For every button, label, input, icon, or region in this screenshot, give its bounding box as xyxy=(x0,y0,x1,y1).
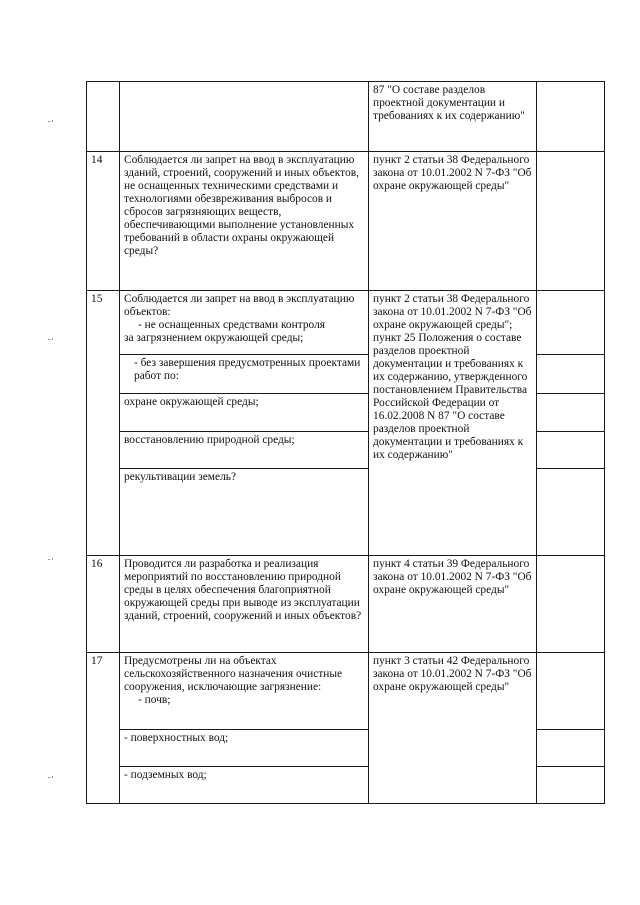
note-cell xyxy=(537,469,605,556)
question-subcell: восстановлению природной среды; xyxy=(120,432,369,469)
question-cell xyxy=(120,653,369,730)
question-subitem-cont: за загрязнением окружающей среды; xyxy=(124,332,304,344)
question-cell: Соблюдается ли запрет на ввод в эксплуатацию зданий, строений, сооружений и иных объектов, не оснащенных техническими средствами и технологиями обезвреживания выбросов и сбросов загрязняющих веществ, обеспечивающими выполнение установленных требований в области охраны окружающей среды? xyxy=(120,152,369,291)
scan-mark xyxy=(48,338,54,341)
note-cell xyxy=(537,432,605,469)
legal-reference-cell: 87 "О составе разделов проектной документации и требованиях к их содержанию" xyxy=(369,82,537,152)
note-cell xyxy=(537,556,605,653)
question-subcell xyxy=(120,355,369,394)
question-intro: Предусмотрены ли на объектах сельскохозяйственного назначения очистные сооружения, исключающие загрязнение: xyxy=(124,655,343,693)
question-cell: Проводится ли разработка и реализация мероприятий по восстановлению природной среды в целях обеспечения благоприятной окружающей среды при выводе из эксплуатации зданий, строений, сооружений и иных объектов? xyxy=(120,556,369,653)
question-subcell: - подземных вод; xyxy=(120,767,369,804)
question-subcell: - поверхностных вод; xyxy=(120,730,369,767)
row-number: 17 xyxy=(87,653,120,804)
legal-reference-cell: пункт 2 статьи 38 Федерального закона от 10.01.2002 N 7-ФЗ "Об охране окружающей среды" xyxy=(369,152,537,291)
table-row xyxy=(87,82,605,152)
row-number: 14 xyxy=(87,152,120,291)
note-cell xyxy=(537,355,605,394)
table-row xyxy=(87,556,605,653)
row-number: 16 xyxy=(87,556,120,653)
question-subitem: - без завершения предусмотренных проектами работ по: xyxy=(134,357,361,382)
row-number xyxy=(87,82,120,152)
question-subitem: - не оснащенных средствами контроля xyxy=(138,319,325,331)
checklist-table xyxy=(86,81,605,804)
note-cell xyxy=(537,152,605,291)
row-number: 15 xyxy=(87,291,120,556)
table-row xyxy=(87,291,605,355)
question-subitem: - почв; xyxy=(138,694,171,706)
legal-reference-cell: пункт 2 статьи 38 Федерального закона от 10.01.2002 N 7-ФЗ "Об охране окружающей среды"; пункт 25 Положения о составе разделов проектной документации и требованиях к их содержанию, утвержденного постановлением Правительства Российской Федерации от 16.02.2008 N 87 "О составе разделов проектной документации и требованиях к их содержанию" xyxy=(369,291,537,556)
note-cell xyxy=(537,767,605,804)
question-subcell: охране окружающей среды; xyxy=(120,394,369,432)
legal-reference-cell: пункт 4 статьи 39 Федерального закона от 10.01.2002 N 7-ФЗ "Об охране окружающей среды" xyxy=(369,556,537,653)
note-cell xyxy=(537,82,605,152)
question-intro: Соблюдается ли запрет на ввод в эксплуатацию объектов: xyxy=(124,293,355,318)
scan-mark xyxy=(48,776,54,779)
question-cell xyxy=(120,82,369,152)
note-cell xyxy=(537,653,605,730)
table-row xyxy=(87,152,605,291)
legal-reference-cell: пункт 3 статьи 42 Федерального закона от 10.01.2002 N 7-ФЗ "Об охране окружающей среды" xyxy=(369,653,537,804)
scan-mark xyxy=(48,120,54,123)
note-cell xyxy=(537,291,605,355)
question-subcell: рекультивации земель? xyxy=(120,469,369,556)
table-row xyxy=(87,653,605,730)
scan-mark xyxy=(48,558,54,561)
note-cell xyxy=(537,394,605,432)
question-cell xyxy=(120,291,369,355)
note-cell xyxy=(537,730,605,767)
